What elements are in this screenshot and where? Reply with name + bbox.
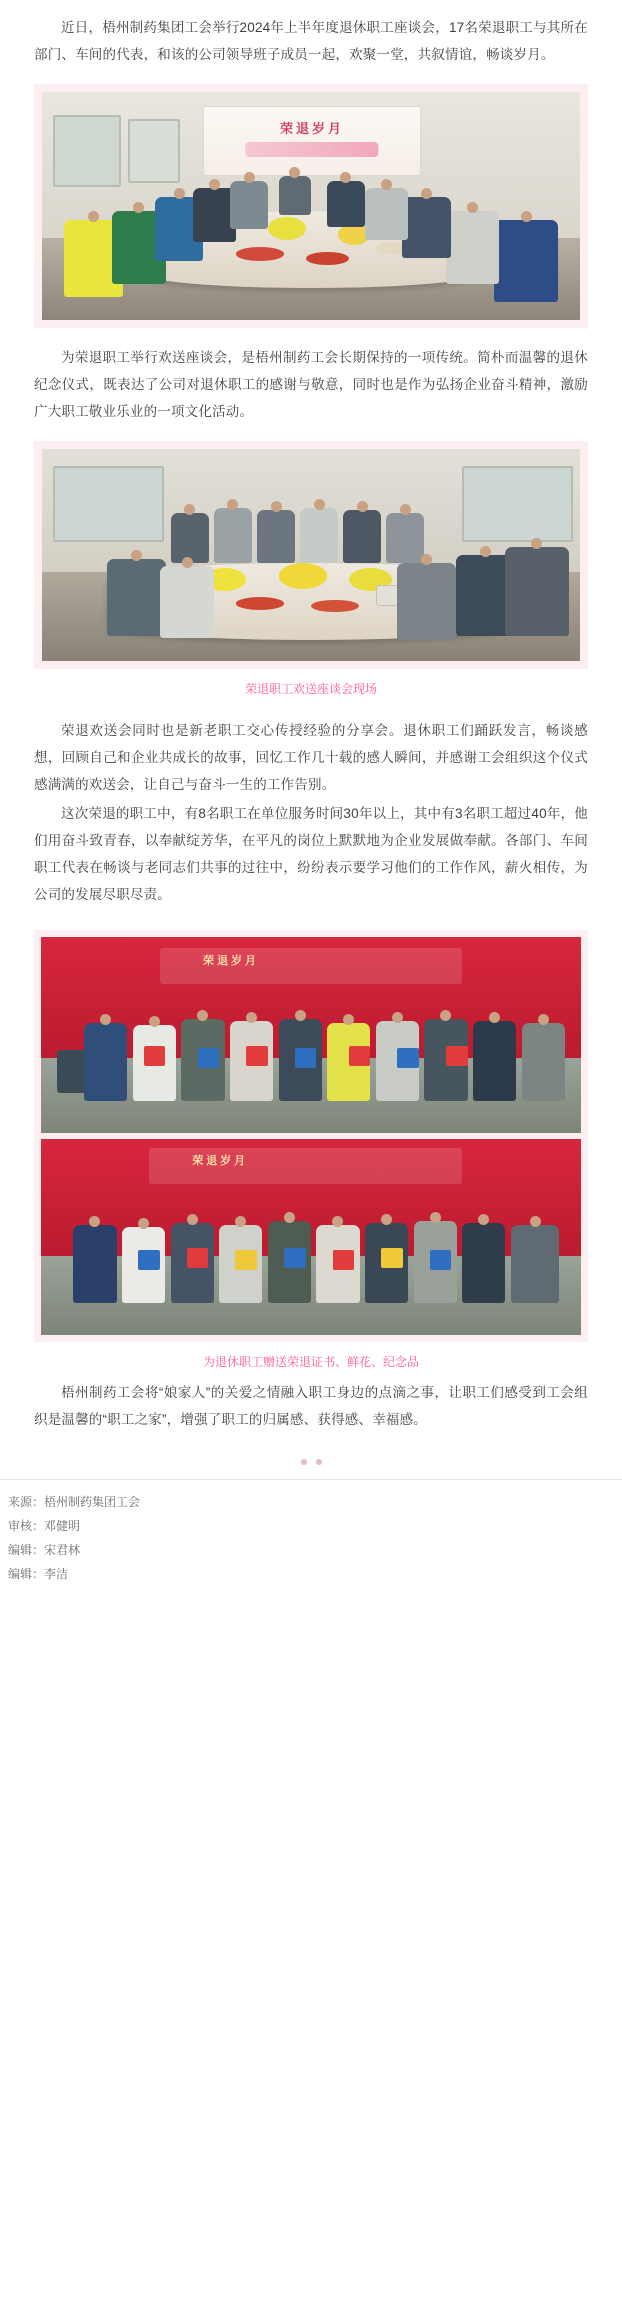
footer-reviewer: 审核：邓健明: [8, 1519, 81, 1534]
photo-seminar-wide: [42, 449, 580, 661]
photo-seminar-table: [42, 92, 580, 320]
photo-frame-2: [34, 441, 588, 669]
dot-icon: [301, 1459, 307, 1465]
photo-group-1: [41, 937, 581, 1133]
paragraph-1: 近日，梧州制药集团工会举行2024年上半年度退休职工座谈会，17名荣退职工与其所在部门、车间的代表，和该的公司领导班子成员一起，欢聚一堂，共叙情谊，畅谈岁月。: [34, 20, 588, 62]
banner-title: 荣退岁月: [279, 120, 344, 136]
photo-frame-3: [34, 930, 588, 1342]
footer-editor-1: 编辑：宋君林: [8, 1543, 81, 1558]
photo-frame-1: [34, 84, 588, 328]
photo-caption-2: 荣退职工欢送座谈会现场: [244, 682, 377, 696]
footer-editor-2: 编辑：李洁: [8, 1567, 69, 1582]
paragraph-5: 梧州制药工会将“娘家人”的关爱之情融入职工身边的点滴之事，让职工们感受到工会组织是温馨的“职工之家”，增强了职工的归属感、获得感、幸福感。: [34, 1385, 588, 1428]
photo-group-2: [41, 1139, 581, 1335]
paragraph-3: 荣退欢送会同时也是新老职工交心传授经验的分享会。退休职工们踊跃发言，畅谈感想，回顾自己和企业共成长的故事，回忆工作几十载的感人瞬间，并感谢工会组织这个仪式感满满的欢送会，让自己与奋斗一生的工作告别。: [34, 722, 588, 792]
paragraph-4: 这次荣退的职工中，有8名职工在单位服务时间30年以上，其中有3名职工超过40年，他们用奋斗致青春，以奉献绽芳华，在平凡的岗位上默默地为企业发展做奉献。各部门、车间职工代表在畅谈与老同志们共事的过往中，纷纷表示要学习他们的工作作风，薪火相传，为公司的发展尽职尽责。: [34, 805, 588, 902]
photo-caption-3: 为退休职工赠送荣退证书、鲜花、纪念品: [202, 1354, 419, 1369]
dot-icon: [316, 1459, 322, 1465]
paragraph-2: 为荣退职工举行欢送座谈会，是梧州制药工会长期保持的一项传统。简朴而温馨的退休纪念仪式，既表达了公司对退休职工的感谢与敬意，同时也是作为弘扬企业奋斗精神，激励广大职工敬业乐业的一项文化活动。: [34, 350, 588, 419]
footer-source: 来源：梧州制药集团工会: [8, 1495, 141, 1510]
group-banner-text-2: 荣退岁月: [192, 1155, 249, 1168]
footer-meta: [0, 1480, 622, 1600]
separator-dots: [0, 1459, 622, 1465]
group-banner-text-1: 荣退岁月: [203, 955, 259, 968]
